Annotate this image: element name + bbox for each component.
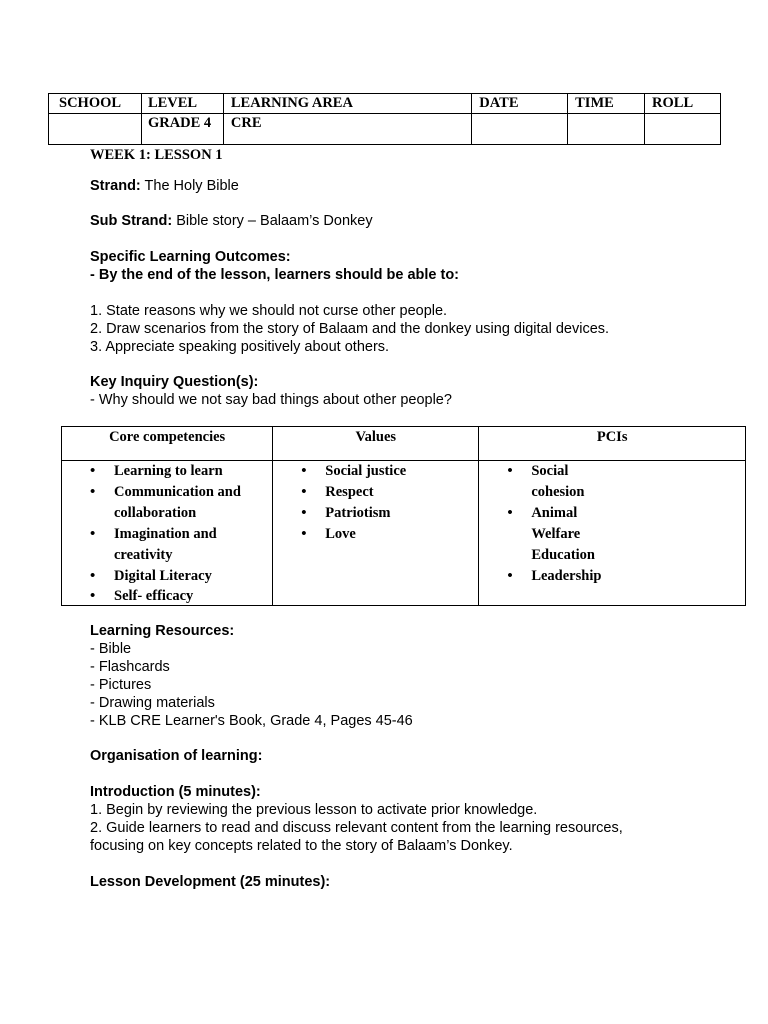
values-list — [273, 461, 478, 545]
value-cell-school — [49, 114, 142, 145]
value-cell-level: GRADE 4 — [141, 114, 223, 145]
lesson-header-table — [48, 93, 721, 145]
pcis-list — [479, 461, 745, 587]
introduction — [90, 783, 730, 855]
list-item: • Communication and collaboration — [62, 482, 272, 524]
list-item: • Animal Welfare Education — [479, 503, 745, 566]
core-competencies-cell — [62, 461, 273, 606]
list-item: • Leadership — [479, 566, 745, 587]
inquiry-heading: Key Inquiry Question(s): — [90, 374, 259, 390]
value-cell-time — [568, 114, 645, 145]
introduction-step: 2. Guide learners to read and discuss relevant content from the learning resources, — [90, 820, 623, 836]
list-item: • Social justice — [273, 461, 478, 482]
learning-outcomes — [90, 248, 730, 284]
learning-resources — [90, 622, 730, 730]
list-item: • Imagination and creativity — [62, 524, 272, 566]
list-item: • Learning to learn — [62, 461, 272, 482]
week-lesson-title — [90, 146, 730, 164]
introduction-heading: Introduction (5 minutes): — [90, 784, 261, 800]
outcomes-heading: Specific Learning Outcomes: — [90, 249, 291, 265]
header-cell-roll: ROLL — [645, 94, 721, 114]
list-item: • Self- efficacy — [62, 587, 272, 605]
value-cell-learning-area: CRE — [223, 114, 471, 145]
resource-item: - Bible — [90, 641, 132, 657]
organisation-of-learning — [90, 747, 730, 765]
strand-value: The Holy Bible — [144, 178, 239, 194]
outcomes-intro: - By the end of the lesson, learners should be able to: — [90, 267, 460, 283]
values-cell — [273, 461, 479, 606]
resource-item: - KLB CRE Learner's Book, Grade 4, Pages 45-46 — [90, 713, 413, 729]
list-item: • Social cohesion — [479, 461, 745, 503]
list-item: • Respect — [273, 482, 478, 503]
sub-strand-value: Bible story – Balaam’s Donkey — [176, 213, 373, 229]
outcome-item: 1. State reasons why we should not curse other people. — [90, 303, 448, 319]
list-item: • Love — [273, 524, 478, 545]
week-lesson-text: WEEK 1: LESSON 1 — [90, 147, 223, 163]
pcis-cell — [479, 461, 746, 606]
header-cell-learning-area: LEARNING AREA — [223, 94, 471, 114]
outcomes-list — [90, 302, 730, 356]
outcome-item: 2. Draw scenarios from the story of Balaam and the donkey using digital devices. — [90, 321, 610, 337]
header-cell-time: TIME — [568, 94, 645, 114]
competencies-table — [61, 426, 746, 606]
resources-heading: Learning Resources: — [90, 623, 235, 639]
value-cell-roll — [645, 114, 721, 145]
introduction-step: 1. Begin by reviewing the previous lesson to activate prior knowledge. — [90, 802, 538, 818]
key-inquiry — [90, 373, 730, 409]
sub-strand — [90, 212, 730, 230]
sub-strand-label: Sub Strand: — [90, 213, 173, 229]
competencies-header-row — [62, 427, 746, 461]
col-header-values: Values — [273, 427, 479, 461]
resource-item: - Drawing materials — [90, 695, 215, 711]
header-row — [49, 94, 721, 114]
list-item: • Digital Literacy — [62, 566, 272, 587]
header-cell-date: DATE — [472, 94, 568, 114]
list-item: • Patriotism — [273, 503, 478, 524]
lesson-development — [90, 873, 730, 891]
organisation-heading: Organisation of learning: — [90, 748, 263, 764]
header-cell-school: SCHOOL — [49, 94, 142, 114]
resource-item: - Flashcards — [90, 659, 170, 675]
col-header-pcis: PCIs — [479, 427, 746, 461]
header-cell-level: LEVEL — [141, 94, 223, 114]
lesson-development-heading: Lesson Development (25 minutes): — [90, 874, 331, 890]
inquiry-question: - Why should we not say bad things about other people? — [90, 392, 452, 408]
core-competencies-list — [62, 461, 272, 605]
competencies-body-row — [62, 461, 746, 606]
introduction-step: focusing on key concepts related to the story of Balaam’s Donkey. — [90, 838, 513, 854]
value-cell-date — [472, 114, 568, 145]
strand-label: Strand: — [90, 178, 141, 194]
strand — [90, 177, 730, 195]
outcome-item: 3. Appreciate speaking positively about others. — [90, 339, 390, 355]
resource-item: - Pictures — [90, 677, 152, 693]
values-row — [49, 114, 721, 145]
col-header-core-competencies: Core competencies — [62, 427, 273, 461]
